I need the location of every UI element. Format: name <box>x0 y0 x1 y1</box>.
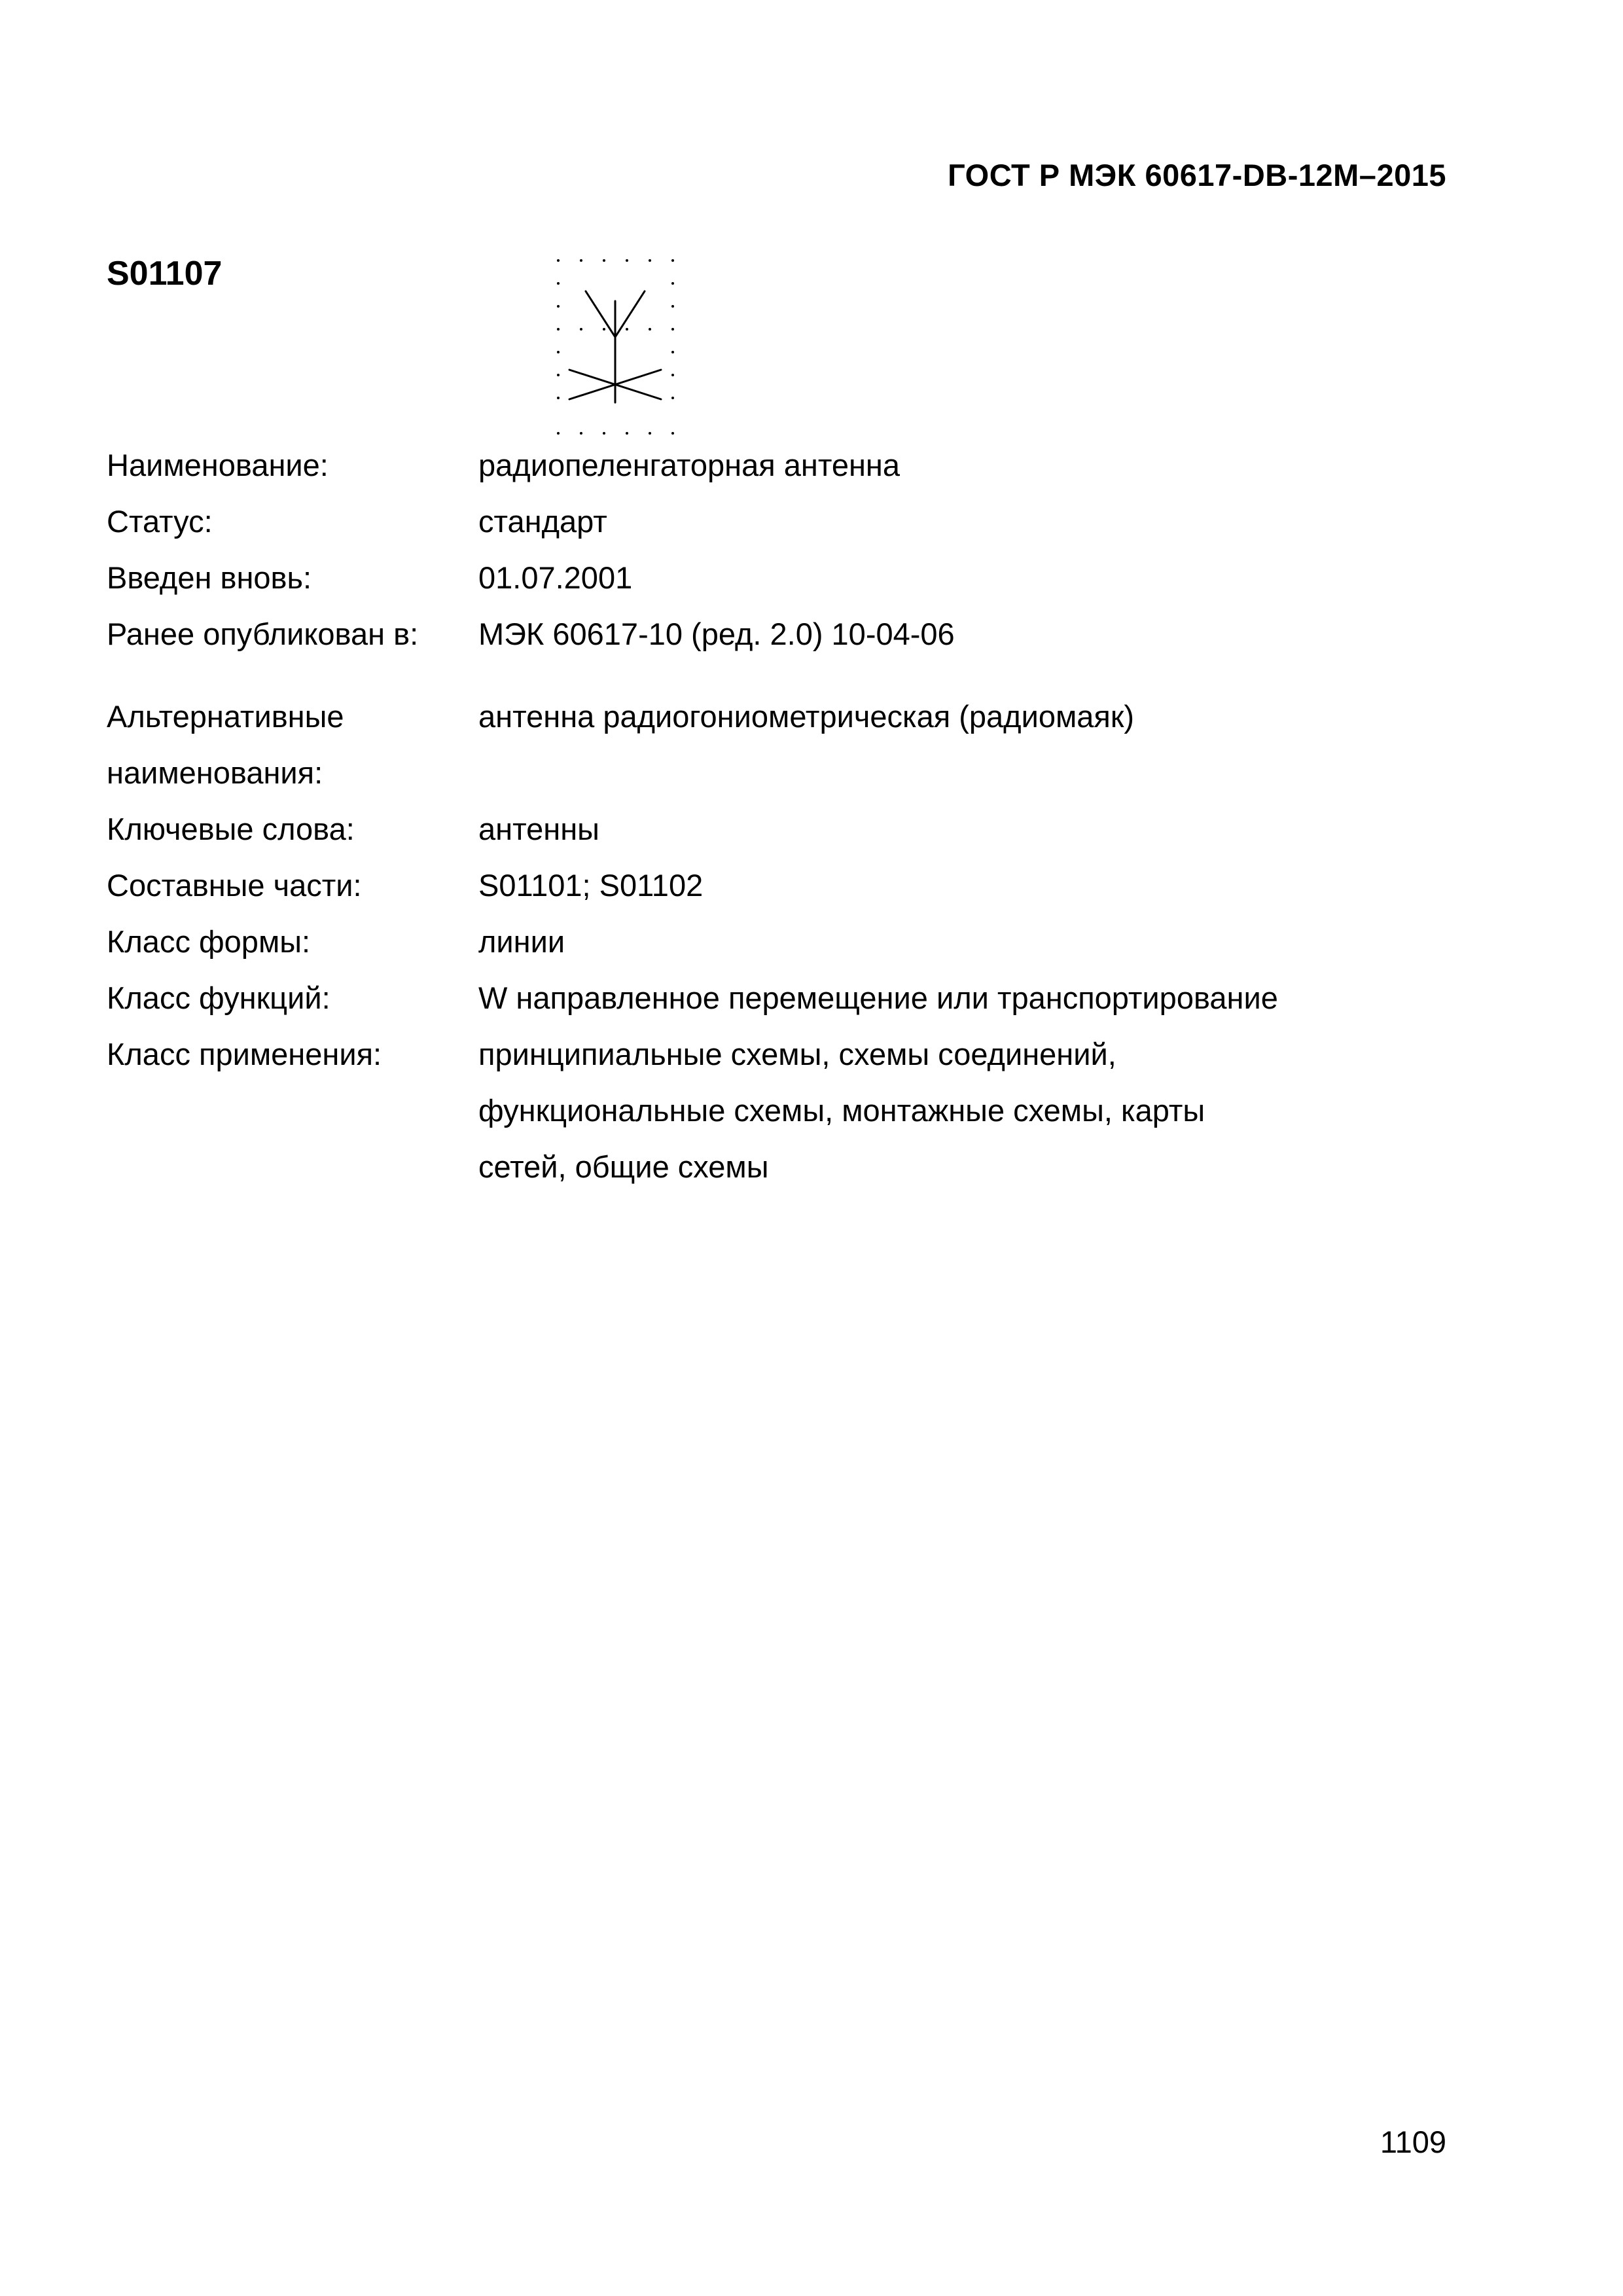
property-value: линии <box>478 924 565 959</box>
property-row-shape-class <box>107 914 1455 970</box>
property-label: Введен вновь: <box>107 560 312 595</box>
property-label: Класс функций: <box>107 980 330 1015</box>
property-label: Класс формы: <box>107 924 311 959</box>
symbol-id: S01107 <box>107 255 223 293</box>
property-row-introduced <box>107 550 1455 606</box>
property-value: антенна радиогониометрическая (радиомаяк) <box>478 699 1135 734</box>
property-label: Статус: <box>107 504 213 539</box>
property-row-alternative-names <box>107 689 1455 801</box>
page-number: 1109 <box>1380 2125 1446 2159</box>
property-row-status <box>107 493 1455 550</box>
property-label: Ключевые слова: <box>107 812 355 846</box>
property-label: Наименование: <box>107 448 329 482</box>
property-value: радиопеленгаторная антенна <box>478 448 901 482</box>
property-row-name <box>107 437 1455 493</box>
property-value: принципиальные схемы, схемы соединений, функциональные схемы, монтажные схемы, карты сетей, общие схемы <box>478 1037 1205 1184</box>
property-row-previously-published <box>107 606 1455 662</box>
property-value: МЭК 60617-10 (ред. 2.0) 10-04-06 <box>478 617 955 651</box>
property-value: S01101; S01102 <box>478 868 704 903</box>
direction-finding-antenna-symbol <box>550 255 687 439</box>
property-value: стандарт <box>478 504 607 539</box>
property-value: W направленное перемещение или транспортирование <box>478 980 1278 1015</box>
standard-code: ГОСТ Р МЭК 60617-DB-12M–2015 <box>948 158 1446 192</box>
property-row-components <box>107 857 1455 914</box>
property-label: Ранее опубликован в: <box>107 617 419 651</box>
property-row-function-class <box>107 970 1455 1026</box>
property-label: Альтернативные наименования: <box>107 699 344 790</box>
property-row-application-class <box>107 1026 1455 1195</box>
antenna-lines <box>569 291 661 403</box>
property-value: 01.07.2001 <box>478 560 633 595</box>
property-label: Класс применения: <box>107 1037 382 1071</box>
property-row-keywords <box>107 801 1455 857</box>
property-value: антенны <box>478 812 599 846</box>
properties-table <box>107 437 1455 1195</box>
property-label: Составные части: <box>107 868 362 903</box>
